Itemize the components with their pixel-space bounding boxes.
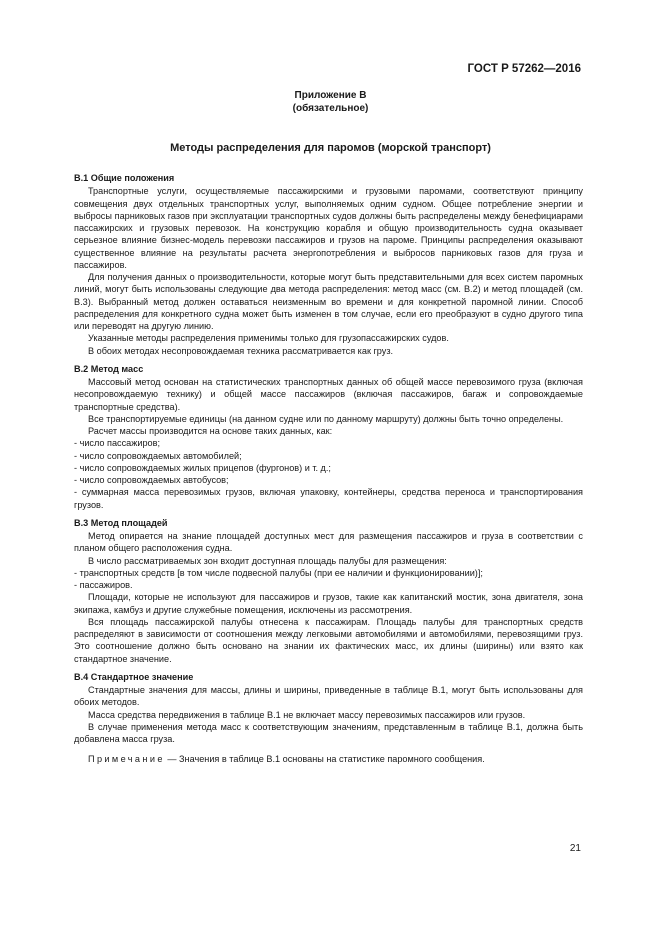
list-item: - транспортных средств [в том числе подвесной палубы (при ее наличии и функционировании)]; (74, 567, 483, 578)
paragraph: Масса средства передвижения в таблице В.1 не включает массу перевозимых пассажиров или грузов. (88, 709, 526, 720)
paragraph: Для получения данных о производительности, которые могут быть представительными для всех систем паромных линий, могут быть использованы следующие два метода распределения: метод масс (см. В.2) и метод площадей (см. В.3). Выбранный метод должен оставаться неизменным во времени и для конкретной паромной линии. Способ распределения для конкретного судна может быть изменен в том случае, если его преобразуют в судно другого типа или переводят на другую линию. (74, 272, 583, 331)
list-item: - суммарная масса перевозимых грузов, включая упаковку, контейнеры, средства переноса и транспортирования грузов. (74, 487, 583, 510)
paragraph: В обоих методах несопровождаемая техника рассматривается как груз. (88, 345, 394, 356)
section-heading: В.1 Общие положения (74, 173, 175, 183)
section-heading: В.3 Метод площадей (74, 517, 168, 528)
paragraph: Стандартные значения для массы, длины и ширины, приведенные в таблице В.1, могут быть использованы для обоих методов. (74, 685, 583, 708)
paragraph: Массовый метод основан на статистических транспортных данных об общей массе перевозимого груза (включая несопровождаемую технику) и общей массе пассажиров (включая пассажиров, багаж и сопровождаемые транспортные средства). (74, 377, 583, 412)
list-item: - число сопровождаемых автомобилей; (74, 450, 242, 461)
paragraph: Метод опирается на знание площадей доступных мест для размещения пассажиров и груза в соответствии с планом общего расположения судна. (74, 531, 583, 554)
paragraph: В случае применения метода масс к соответствующим значениям, представленным в таблице В.1, должна быть добавлена масса груза. (74, 721, 583, 744)
paragraph: Указанные методы распределения применимы только для грузопассажирских судов. (88, 333, 449, 344)
section-b1 (74, 172, 583, 357)
note-text: — Значения в таблице В.1 основаны на статистике паромного сообщения. (167, 754, 485, 765)
standard-number: ГОСТ Р 57262—2016 (467, 63, 581, 75)
appendix-title: Приложение В (294, 90, 367, 101)
paragraph: Расчет массы производится на основе таких данных, как: (88, 426, 333, 436)
appendix-status: (обязательное) (292, 103, 369, 114)
paragraph: Вся площадь пассажирской палубы отнесена к пассажирам. Площадь палубы для транспортных средств распределяют в зависимости от соотношения между легковыми автомобилями и автомобилями, перевозящими груз. Это соотношение должно быть основано на знании их фактических масс, их длины (ширины) или взято как стандартное значение. (74, 616, 583, 664)
paragraph: В число рассматриваемых зон входит доступная площадь палубы для размещения: (88, 555, 447, 566)
section-b3 (74, 517, 583, 665)
note-label: Примечание (88, 754, 165, 765)
list-item: - пассажиров. (74, 580, 133, 590)
list-item: - число сопровождаемых жилых прицепов (фургонов) и т. д.; (74, 462, 331, 473)
section-heading: В.4 Стандартное значение (74, 671, 194, 682)
section-heading: В.2 Метод масс (74, 363, 144, 374)
page-number: 21 (569, 843, 581, 854)
paragraph: Транспортные услуги, осуществляемые пассажирскими и грузовыми паромами, соответствуют принципу совмещения двух отдельных транспортных услуг, выполняемых одним судном. Общее потребление энергии и выбросы парниковых газов при эксплуатации транспортных судов должны быть распределены между бенефициарами пассажирских и грузовых перевозок. На конструкцию корабля и общую производительность судна оказывает серьезное влияние бизнес-модель перевозки пассажиров и грузов на пароме. Принципы распределения оказывают существенное влияние на результаты расчета энергопотребления и выбросов парниковых газов для груза и пассажиров. (74, 186, 583, 270)
list-item: - число пассажиров; (74, 438, 160, 449)
section-b2 (74, 363, 583, 511)
document-body (74, 172, 583, 766)
note (74, 753, 583, 765)
section-b4 (74, 671, 583, 746)
paragraph: Площади, которые не используют для пассажиров и грузов, такие как капитанский мостик, зона двигателя, зона экипажа, камбуз и другие служебные помещения, исключены из рассмотрения. (74, 592, 583, 615)
document-title: Методы распределения для паромов (морской транспорт) (170, 142, 491, 154)
paragraph: Все транспортируемые единицы (на данном судне или по данному маршруту) должны быть точно определены. (88, 413, 564, 424)
list-item: - число сопровождаемых автобусов; (74, 475, 229, 485)
